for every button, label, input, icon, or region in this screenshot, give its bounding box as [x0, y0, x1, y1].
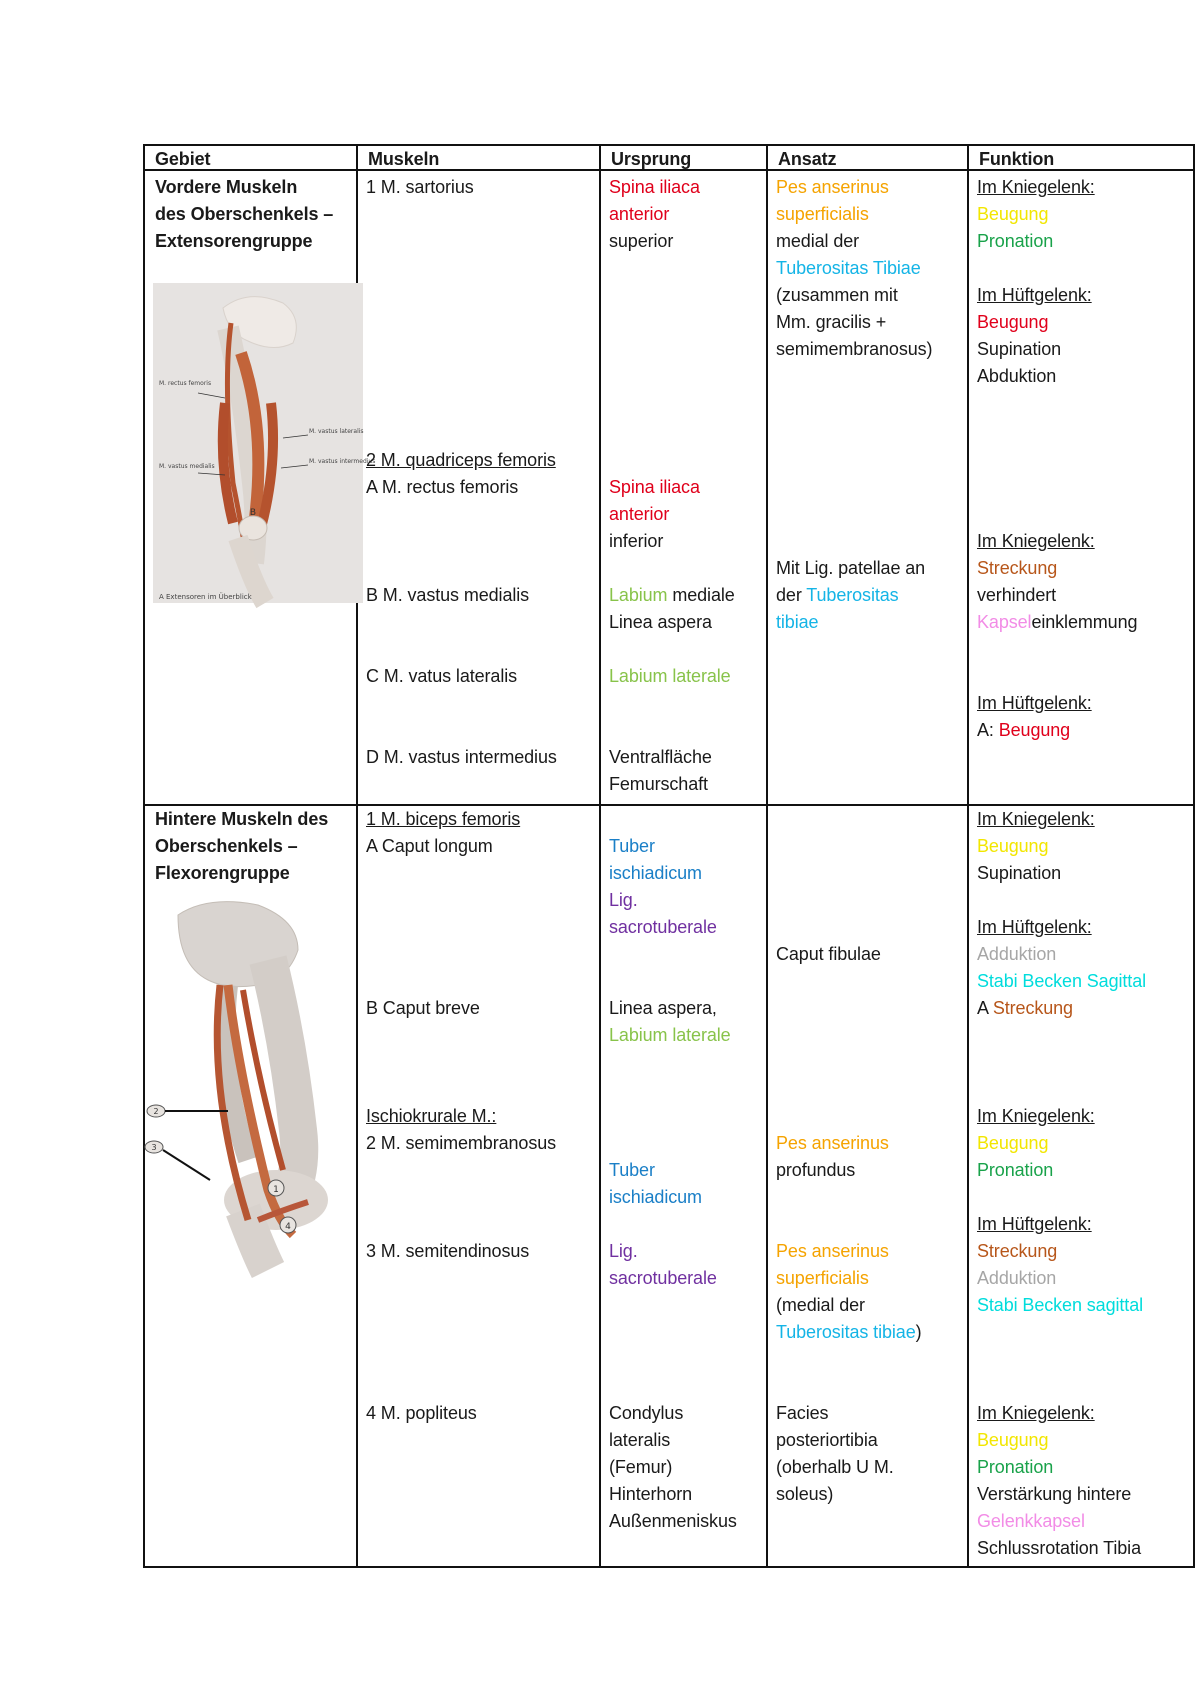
funktion-ischio-pronation: Pronation [977, 1160, 1054, 1180]
ansatz-sartorius-3: medial der [776, 231, 860, 251]
flexor-figure [148, 890, 354, 1270]
muskel-rectus: A M. rectus femoris [366, 477, 519, 497]
ansatz-popliteus-4: soleus) [776, 1484, 834, 1504]
svg-text:B: B [249, 508, 257, 518]
ursprung-breve-2: Labium laterale [609, 1025, 731, 1045]
funktion-ischio-streckung: Streckung [977, 1241, 1058, 1261]
funktion-quad-knie: Im Kniegelenk: [977, 531, 1095, 551]
col-divider-4 [967, 144, 969, 1568]
funktion-biceps-stabi: Stabi Becken Sagittal [977, 971, 1147, 991]
muskel-semimembranosus: 2 M. semimembranosus [366, 1133, 557, 1153]
ansatz-sartorius-4: Tuberositas Tibiae [776, 258, 921, 278]
funktion-popliteus-beugung: Beugung [977, 1430, 1049, 1450]
ursprung-ischio-lig-2: sacrotuberale [609, 1268, 717, 1288]
ansatz-popliteus-3: (oberhalb U M. [776, 1457, 894, 1477]
col-divider-2 [599, 144, 601, 1568]
funktion-sartorius-huefte: Im Hüftgelenk: [977, 285, 1092, 305]
funktion-biceps-huefte: Im Hüftgelenk: [977, 917, 1092, 937]
ansatz-quad-1: Mit Lig. patellae an [776, 558, 926, 578]
figure-label-intermedius: M. vastus intermedius [309, 458, 376, 465]
ursprung-ischio-tuber-2: ischiadicum [609, 1187, 702, 1207]
muskel-ischiokrurale: Ischiokrurale M.: [366, 1106, 497, 1126]
funktion-biceps-adduktion: Adduktion [977, 944, 1057, 964]
figure-caption-extensors: A Extensoren im Überblick [159, 593, 252, 601]
funktion-sartorius-knie: Im Kniegelenk: [977, 177, 1095, 197]
muskel-vastus-lateralis: C M. vatus lateralis [366, 666, 518, 686]
funktion-biceps-beugung: Beugung [977, 836, 1049, 856]
ursprung-sartorius-3: superior [609, 231, 674, 251]
figure-label-rectus: M. rectus femoris [159, 380, 212, 387]
gebiet-vordere-1: Vordere Muskeln [155, 177, 298, 197]
ansatz-quad-3: tibiae [776, 612, 819, 632]
funktion-ischio-adduktion: Adduktion [977, 1268, 1057, 1288]
funktion-sartorius-beugung: Beugung [977, 204, 1049, 224]
ursprung-ischio-tuber-1: Tuber [609, 1160, 655, 1180]
table-border-bottom [143, 1566, 1195, 1568]
header-funktion: Funktion [979, 149, 1055, 169]
ursprung-breve-1: Linea aspera, [609, 998, 717, 1018]
figure-label-lateralis: M. vastus lateralis [309, 428, 364, 435]
muskel-caput-longum: A Caput longum [366, 836, 493, 856]
ansatz-semiten-1: Pes anserinus [776, 1241, 889, 1261]
ursprung-intermedius-1: Ventralfläche [609, 747, 712, 767]
flexor-label-4: 4 [285, 1222, 291, 1232]
ursprung-popliteus-1: Condylus [609, 1403, 684, 1423]
funktion-quad-streckung: Streckung [977, 558, 1058, 578]
muskel-quadriceps: 2 M. quadriceps femoris [366, 450, 556, 470]
ursprung-popliteus-5: Außenmeniskus [609, 1511, 737, 1531]
ansatz-sartorius-5: (zusammen mit [776, 285, 898, 305]
flexor-label-1: 1 [273, 1185, 279, 1195]
ursprung-medialis-2: Linea aspera [609, 612, 712, 632]
ursprung-popliteus-3: (Femur) [609, 1457, 673, 1477]
header-muskeln: Muskeln [368, 149, 440, 169]
ursprung-longum-lig-2: sacrotuberale [609, 917, 717, 937]
funktion-popliteus-verstaerkung: Verstärkung hintere [977, 1484, 1132, 1504]
ansatz-sartorius-7: semimembranosus) [776, 339, 933, 359]
extensor-illustration [153, 283, 376, 603]
flexor-illustration [148, 890, 354, 1270]
muskel-vastus-intermedius: D M. vastus intermedius [366, 747, 557, 767]
flexor-label-2: 2 [153, 1107, 159, 1116]
gebiet-vordere-2: des Oberschenkels – [155, 204, 334, 224]
funktion-ischio-stabi: Stabi Becken sagittal [977, 1295, 1143, 1315]
funktion-ischio-huefte: Im Hüftgelenk: [977, 1214, 1092, 1234]
gebiet-hintere-2: Oberschenkels – [155, 836, 298, 856]
funktion-biceps-streckung: A Streckung [977, 998, 1073, 1018]
muskel-popliteus: 4 M. popliteus [366, 1403, 477, 1423]
funktion-sartorius-abduktion: Abduktion [977, 366, 1057, 386]
ursprung-sartorius-2: anterior [609, 204, 670, 224]
ansatz-sartorius-1: Pes anserinus [776, 177, 889, 197]
gebiet-hintere-3: Flexorengruppe [155, 863, 290, 883]
funktion-popliteus-pronation: Pronation [977, 1457, 1054, 1477]
muskel-caput-breve: B Caput breve [366, 998, 480, 1018]
muskel-sartorius: 1 M. sartorius [366, 177, 474, 197]
ursprung-intermedius-2: Femurschaft [609, 774, 708, 794]
ansatz-sartorius-6: Mm. gracilis + [776, 312, 887, 332]
funktion-quad-huefte-beugung: A: Beugung [977, 720, 1071, 740]
ursprung-popliteus-2: lateralis [609, 1430, 671, 1450]
gebiet-vordere-3: Extensorengruppe [155, 231, 313, 251]
funktion-ischio-knie: Im Kniegelenk: [977, 1106, 1095, 1126]
ursprung-lateralis: Labium laterale [609, 666, 731, 686]
funktion-quad-huefte: Im Hüftgelenk: [977, 693, 1092, 713]
ursprung-sartorius-1: Spina iliaca [609, 177, 700, 197]
ansatz-quad-2: der Tuberositas [776, 585, 899, 605]
ansatz-semiten-3: (medial der [776, 1295, 865, 1315]
figure-label-medialis: M. vastus medialis [159, 463, 215, 470]
ursprung-rectus-3: inferior [609, 531, 664, 551]
funktion-quad-kapsel: Kapseleinklemmung [977, 612, 1138, 632]
ansatz-sartorius-2: superficialis [776, 204, 869, 224]
ursprung-longum-1: Tuber [609, 836, 655, 856]
flexor-label-3: 3 [151, 1143, 157, 1152]
table-border-right [1193, 144, 1195, 1568]
ansatz-semiten-2: superficialis [776, 1268, 869, 1288]
funktion-popliteus-kapsel: Gelenkkapsel [977, 1511, 1085, 1531]
funktion-ischio-beugung: Beugung [977, 1133, 1049, 1153]
ansatz-semimem-2: profundus [776, 1160, 856, 1180]
ursprung-rectus-2: anterior [609, 504, 670, 524]
header-ursprung: Ursprung [611, 149, 692, 169]
ansatz-popliteus-2: posteriortibia [776, 1430, 878, 1450]
ansatz-semimem-1: Pes anserinus [776, 1133, 889, 1153]
muskel-biceps: 1 M. biceps femoris [366, 809, 521, 829]
ursprung-rectus-1: Spina iliaca [609, 477, 700, 497]
ursprung-medialis-1: Labium mediale [609, 585, 735, 605]
ursprung-popliteus-4: Hinterhorn [609, 1484, 693, 1504]
header-gebiet: Gebiet [155, 149, 211, 169]
table-border-left [143, 144, 145, 1568]
gebiet-hintere-1: Hintere Muskeln des [155, 809, 329, 829]
muskel-vastus-medialis: B M. vastus medialis [366, 585, 530, 605]
extensor-figure [153, 283, 376, 603]
ansatz-popliteus-1: Facies [776, 1403, 829, 1423]
ursprung-longum-lig-1: Lig. [609, 890, 638, 910]
funktion-biceps-knie: Im Kniegelenk: [977, 809, 1095, 829]
ansatz-biceps: Caput fibulae [776, 944, 881, 964]
funktion-sartorius-pronation: Pronation [977, 231, 1054, 251]
funktion-popliteus-knie: Im Kniegelenk: [977, 1403, 1095, 1423]
muskel-semitendinosus: 3 M. semitendinosus [366, 1241, 530, 1261]
funktion-quad-verhindert: verhindert [977, 585, 1057, 605]
funktion-sartorius-huefte-beugung: Beugung [977, 312, 1049, 332]
ansatz-semiten-4: Tuberositas tibiae) [776, 1322, 922, 1342]
funktion-sartorius-supination: Supination [977, 339, 1062, 359]
ursprung-ischio-lig-1: Lig. [609, 1241, 638, 1261]
funktion-popliteus-schluss: Schlussrotation Tibia [977, 1538, 1141, 1558]
ursprung-longum-2: ischiadicum [609, 863, 702, 883]
col-divider-3 [766, 144, 768, 1568]
funktion-biceps-supination: Supination [977, 863, 1062, 883]
header-ansatz: Ansatz [778, 149, 837, 169]
